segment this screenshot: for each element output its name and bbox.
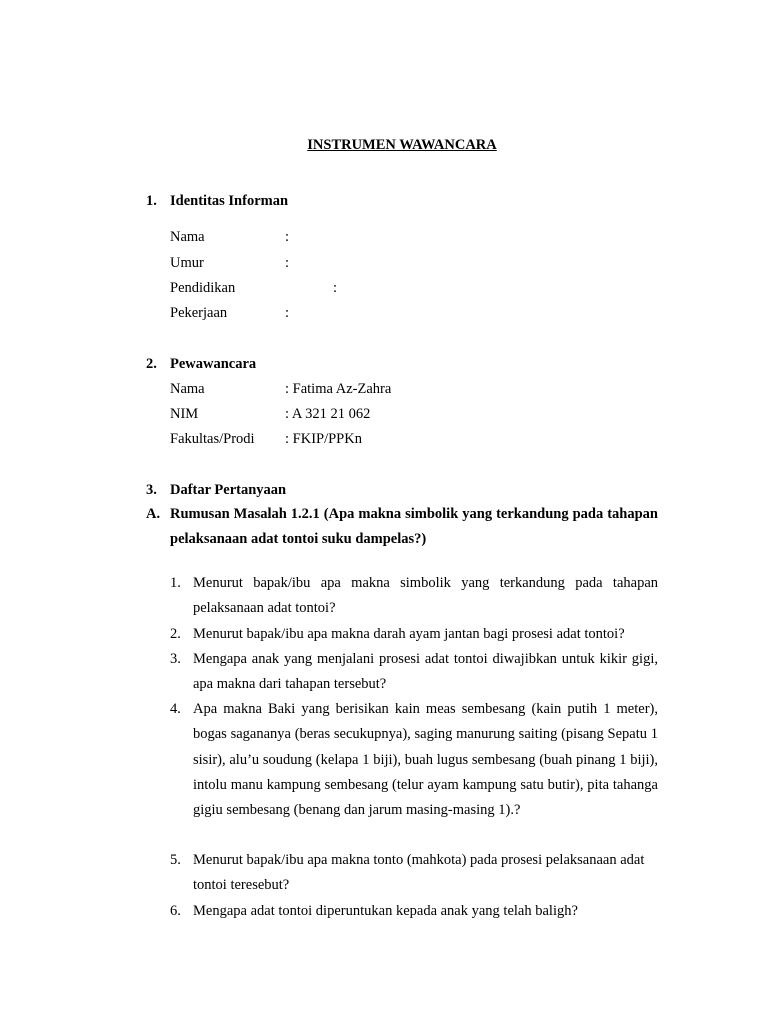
question-text: Mengapa anak yang menjalani prosesi adat tontoi diwajibkan untuk kikir gigi, apa makna dari tahapan tersebut? [193, 651, 658, 693]
question-number: 5. [170, 852, 181, 868]
section-daftar-pertanyaan-heading [146, 482, 286, 499]
question-item [170, 697, 658, 823]
rumusan-masalah-block [146, 502, 658, 552]
question-text: Menurut bapak/ibu apa makna tonto (mahkota) pada prosesi pelaksanaan adat tontoi teresebut? [193, 852, 645, 894]
field-value: : A 321 21 062 [285, 406, 371, 422]
question-text: Mengapa adat tontoi diperuntukan kepada anak yang telah baligh? [193, 903, 578, 919]
question-text: Menurut bapak/ibu apa makna darah ayam jantan bagi prosesi adat tontoi? [193, 626, 625, 642]
field-value: : Fatima Az-Zahra [285, 381, 392, 397]
question-number: 4. [170, 701, 181, 717]
section-identitas-informan-heading [146, 193, 288, 210]
field-value: : [333, 280, 338, 296]
section-number: 2. [146, 356, 157, 372]
section-title: Daftar Pertanyaan [170, 482, 287, 498]
field-label: Fakultas/Prodi [170, 431, 255, 447]
section-number: 1. [146, 193, 157, 209]
pewawancara-nim-field [170, 406, 670, 423]
pewawancara-nama-field [170, 381, 670, 398]
question-item [170, 622, 658, 647]
field-label: Umur [170, 255, 204, 271]
field-value: : [285, 255, 290, 271]
question-text: Menurut bapak/ibu apa makna simbolik yang terkandung pada tahapan pelaksanaan adat tontoi? [193, 575, 658, 617]
question-number: 3. [170, 651, 181, 667]
question-item [170, 848, 658, 899]
question-number: 6. [170, 903, 181, 919]
question-item [170, 571, 658, 622]
field-label: Pekerjaan [170, 305, 228, 321]
section-title: Identitas Informan [170, 193, 289, 209]
section-pewawancara-heading [146, 356, 256, 373]
field-value: : FKIP/PPKn [285, 431, 362, 447]
question-item [170, 899, 658, 924]
question-item [170, 647, 658, 698]
informan-pekerjaan-field [170, 305, 670, 322]
field-value: : [285, 305, 290, 321]
informan-pendidikan-field [170, 280, 670, 297]
field-label: Nama [170, 381, 205, 397]
problem-text: Rumusan Masalah 1.2.1 (Apa makna simbolik yang terkandung pada tahapan pelaksanaan adat tontoi suku dampelas?) [170, 506, 658, 547]
informan-nama-field [170, 229, 670, 246]
problem-letter: A. [146, 506, 161, 522]
question-text: Apa makna Baki yang berisikan kain meas sembesang (kain putih 1 meter), bogas sagananya (beras secukupnya), saging manurung saiting (pisang Sepatu 1 sisir), alu’u soudung (kelapa 1 biji), buah lugus sembesang (buah pinang 1 biji), intolu manu kampung sembesang (telur ayam kampung satu butir), pita tahanga gigiu sembesang (benang dan jarum masing-masing 1).? [193, 701, 658, 819]
field-value: : [285, 229, 290, 245]
pewawancara-fakultas-field [170, 431, 670, 448]
question-number: 2. [170, 626, 181, 642]
section-title: Pewawancara [170, 356, 257, 372]
field-label: NIM [170, 406, 199, 422]
section-number: 3. [146, 482, 157, 498]
question-number: 1. [170, 575, 181, 591]
field-label: Nama [170, 229, 205, 245]
informan-umur-field [170, 255, 670, 272]
field-label: Pendidikan [170, 280, 236, 296]
document-title: INSTRUMEN WAWANCARA [307, 137, 497, 153]
